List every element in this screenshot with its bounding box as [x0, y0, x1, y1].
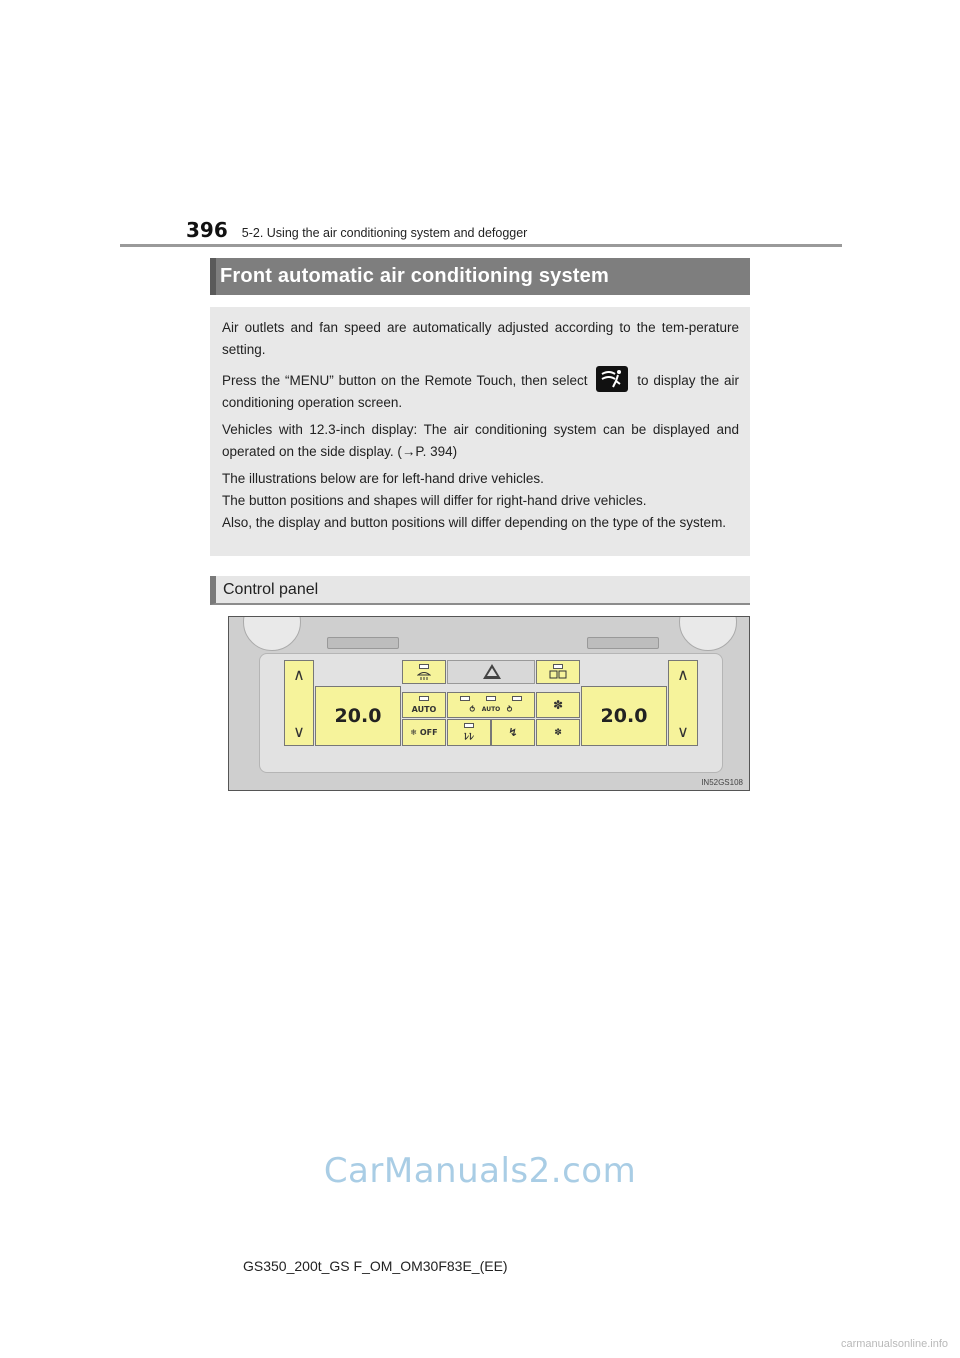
info-paragraph-2-start: Press the “MENU” button on the Remote Touch, then select — [222, 373, 588, 388]
recirc-indicator — [460, 696, 470, 701]
front-defroster-indicator — [419, 664, 429, 669]
left-temp-adjust-button[interactable] — [284, 660, 314, 746]
header-rule — [120, 244, 842, 247]
air-conditioning-icon — [596, 366, 628, 392]
air-intake-auto-button[interactable] — [447, 692, 535, 718]
button-bezel — [259, 653, 723, 773]
watermark-logo: CarManuals2.com — [323, 1151, 637, 1191]
rear-defogger-icon — [549, 670, 567, 680]
info-paragraph-4-line-3: Also, the display and button positions will differ depending on the type of the system. — [222, 515, 727, 530]
auto-indicator — [419, 696, 429, 701]
right-temp-adjust-button[interactable] — [668, 660, 698, 746]
page-header — [186, 218, 527, 242]
subsection-title: Control panel — [210, 576, 750, 605]
info-paragraph-1: Air outlets and fan speed are automatically adjusted according to the tem-perature setting. — [222, 320, 739, 357]
ac-off-label: ❄ OFF — [410, 728, 438, 737]
left-temp-down-icon: ∨ — [293, 722, 305, 741]
control-panel-illustration — [228, 616, 750, 791]
right-temp-down-icon: ∨ — [677, 722, 689, 741]
info-paragraph-4-line-2: The button positions and shapes will differ for right-hand drive vehicles. — [222, 493, 647, 508]
rear-defogger-button[interactable] — [536, 660, 580, 684]
ac-off-button[interactable] — [402, 719, 446, 746]
info-paragraph-4-line-1: The illustrations below are for left-hand drive vehicles. — [222, 471, 544, 486]
section-title: Front automatic air conditioning system — [210, 258, 750, 295]
front-defroster-icon — [417, 670, 431, 680]
site-mark: carmanualsonline.info — [840, 1338, 948, 1350]
info-paragraph-2-end: to display the air conditioning operation screen. — [222, 373, 739, 410]
intake-auto-label: AUTO — [481, 705, 501, 713]
fan-speed-up-button[interactable] — [536, 692, 580, 718]
info-paragraph-2 — [222, 366, 739, 414]
info-paragraph-3: Vehicles with 12.3-inch display: The air conditioning system can be displayed and operated on the side display. (→P. 394) — [222, 422, 739, 459]
left-temperature-display: 20.0 — [315, 686, 401, 746]
right-vent-slot — [587, 637, 659, 649]
airflow-mode-button[interactable] — [491, 719, 535, 746]
auto-label: AUTO — [411, 704, 437, 714]
left-knob — [243, 616, 301, 651]
front-defroster-button[interactable] — [402, 660, 446, 684]
image-code: IN52GS108 — [701, 778, 743, 787]
outside-air-indicator — [512, 696, 522, 701]
outside-air-icon: ⥁ — [506, 704, 513, 714]
info-box — [210, 307, 750, 556]
auto-button[interactable] — [402, 692, 446, 718]
fan-small-icon: ✽ — [554, 727, 562, 738]
fan-large-icon: ✽ — [552, 698, 564, 712]
hazard-icon — [483, 664, 501, 679]
right-temperature-display: 20.0 — [581, 686, 667, 746]
intake-auto-indicator — [486, 696, 496, 701]
chapter-title: 5-2. Using the air conditioning system and defogger — [241, 226, 528, 240]
fan-speed-down-button[interactable] — [536, 719, 580, 746]
rear-defogger-indicator — [553, 664, 563, 669]
s-flow-indicator — [464, 723, 474, 728]
s-flow-button[interactable] — [447, 719, 491, 746]
page-number: 396 — [186, 218, 228, 242]
hazard-switch[interactable] — [447, 660, 535, 684]
s-flow-icon: ﾚﾚ — [464, 732, 474, 743]
footer-code: GS350_200t_GS F_OM_OM30F83E_(EE) — [243, 1258, 508, 1274]
recirculation-icon: ⥀ — [469, 704, 476, 714]
right-knob — [679, 616, 737, 651]
left-temp-up-icon: ∧ — [293, 665, 305, 684]
right-temp-up-icon: ∧ — [677, 665, 689, 684]
airflow-mode-icon: ↯ — [508, 726, 518, 739]
left-vent-slot — [327, 637, 399, 649]
